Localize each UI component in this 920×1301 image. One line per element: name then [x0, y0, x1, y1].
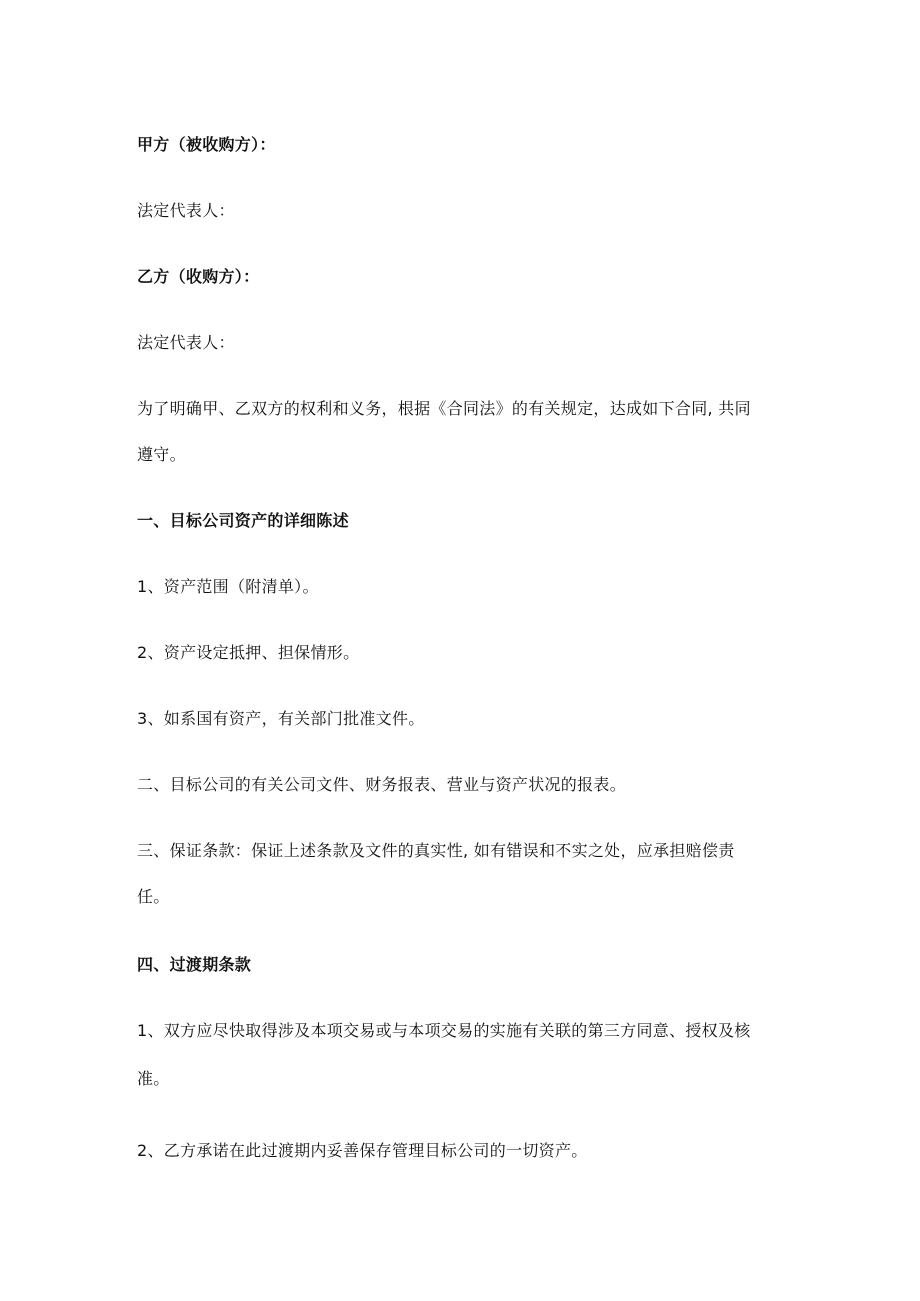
- party-b-representative: 法定代表人：: [137, 333, 235, 352]
- section-4-item-1-line-2: 准。: [137, 1069, 170, 1088]
- section-1-item-2: 2、资产设定抵押、担保情形。: [137, 643, 360, 662]
- section-4-item-1-line-1: 1、双方应尽快取得涉及本项交易或与本项交易的实施有关联的第三方同意、授权及核: [137, 1021, 751, 1040]
- section-3-line-2: 任。: [137, 887, 170, 906]
- preamble-line-1: 为了明确甲、乙双方的权利和义务，根据《合同法》的有关规定，达成如下合同, 共同: [137, 399, 751, 418]
- section-1-title: 一、目标公司资产的详细陈述: [137, 511, 349, 530]
- section-4-item-2: 2、乙方承诺在此过渡期内妥善保存管理目标公司的一切资产。: [137, 1141, 588, 1160]
- section-1-item-3: 3、如系国有资产，有关部门批准文件。: [137, 709, 425, 728]
- section-3-line-1: 三、保证条款：保证上述条款及文件的真实性, 如有错误和不实之处，应承担赔偿责: [137, 841, 735, 860]
- party-a-heading: 甲方（被收购方）：: [137, 135, 276, 154]
- section-4-title: 四、过渡期条款: [137, 955, 252, 974]
- section-2: 二、目标公司的有关公司文件、财务报表、营业与资产状况的报表。: [137, 775, 627, 794]
- section-1-item-1: 1、资产范围（附清单）。: [137, 577, 319, 596]
- party-b-heading: 乙方（收购方）：: [137, 267, 260, 286]
- preamble-line-2: 遵守。: [137, 445, 186, 464]
- party-a-representative: 法定代表人：: [137, 201, 235, 220]
